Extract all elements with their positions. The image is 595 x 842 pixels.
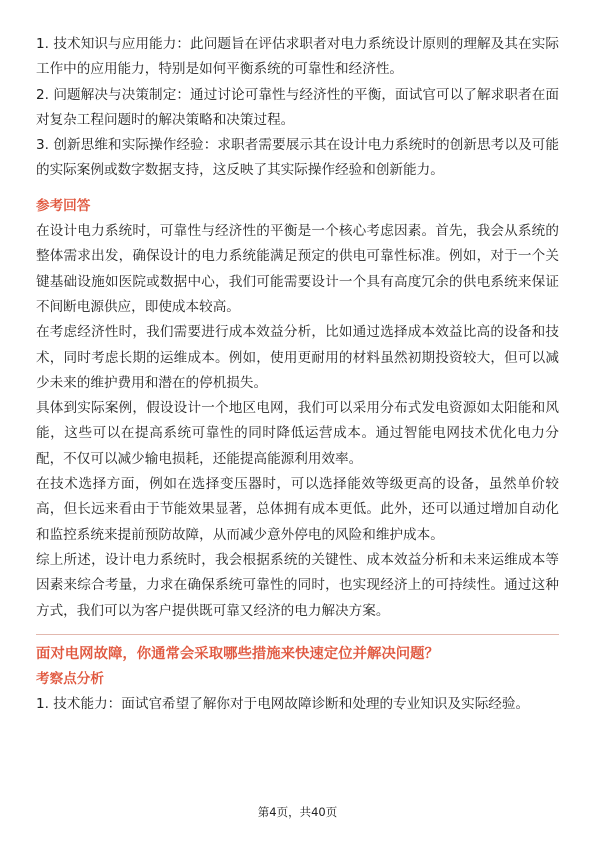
- question-heading: 面对电网故障，你通常会采取哪些措施来快速定位并解决问题？: [36, 645, 439, 662]
- analysis-heading: 考察点分析: [36, 670, 104, 687]
- reference-answer-heading: 参考回答: [36, 197, 91, 214]
- page-content: [36, 32, 559, 717]
- section-divider: [36, 634, 559, 635]
- answer-paragraph-5: 综上所述，设计电力系统时，我会根据系统的关键性、成本效益分析和未来运维成本等因素来综合考量，力求在确保系统可靠性的同时，也实现经济上的可持续性。通过这种方式，我们可以为客户提供既可靠又经济的电力解决方案。: [36, 551, 559, 619]
- answer-paragraph-2: 在考虑经济性时，我们需要进行成本效益分析，比如通过选择成本效益比高的设备和技术，同时考虑长期的运维成本。例如，使用更耐用的材料虽然初期投资较大，但可以减少未来的维护费用和潜在的停机损失。: [36, 324, 559, 391]
- answer-paragraph-3: 具体到实际案例，假设设计一个地区电网，我们可以采用分布式发电资源如太阳能和风能，这些可以在提高系统可靠性的同时降低运营成本。通过智能电网技术优化电力分配，不仅可以减少输电损耗，还能提高能源利用效率。: [36, 400, 559, 467]
- analysis-point-2: 2. 问题解决与决策制定：通过讨论可靠性与经济性的平衡，面试官可以了解求职者在面对复杂工程问题时的解决策略和决策过程。: [36, 86, 559, 128]
- next-analysis-point-1: 1. 技术能力：面试官希望了解你对于电网故障诊断和处理的专业知识及实际经验。: [36, 696, 530, 713]
- answer-paragraph-4: 在技术选择方面，例如在选择变压器时，可以选择能效等级更高的设备，虽然单价较高，但长远来看由于节能效果显著，总体拥有成本更低。此外，还可以通过增加自动化和监控系统来提前预防故障，从而减少意外停电的风险和维护成本。: [36, 476, 559, 543]
- analysis-point-3: 3. 创新思维和实际操作经验：求职者需要展示其在设计电力系统时的创新思考以及可能的实际案例或数字数据支持，这反映了其实际操作经验和创新能力。: [36, 137, 559, 179]
- analysis-point-1: 1. 技术知识与应用能力：此问题旨在评估求职者对电力系统设计原则的理解及其在实际工作中的应用能力，特别是如何平衡系统的可靠性和经济性。: [36, 36, 559, 78]
- answer-paragraph-1: 在设计电力系统时，可靠性与经济性的平衡是一个核心考虑因素。首先，我会从系统的整体需求出发，确保设计的电力系统能满足预定的供电可靠性标准。例如，对于一个关键基础设施如医院或数据中心，我们可能需要设计一个具有高度冗余的供电系统来保证不间断电源供应，即使成本较高。: [36, 223, 559, 315]
- page-number-footer: 第4页，共40页: [257, 805, 338, 819]
